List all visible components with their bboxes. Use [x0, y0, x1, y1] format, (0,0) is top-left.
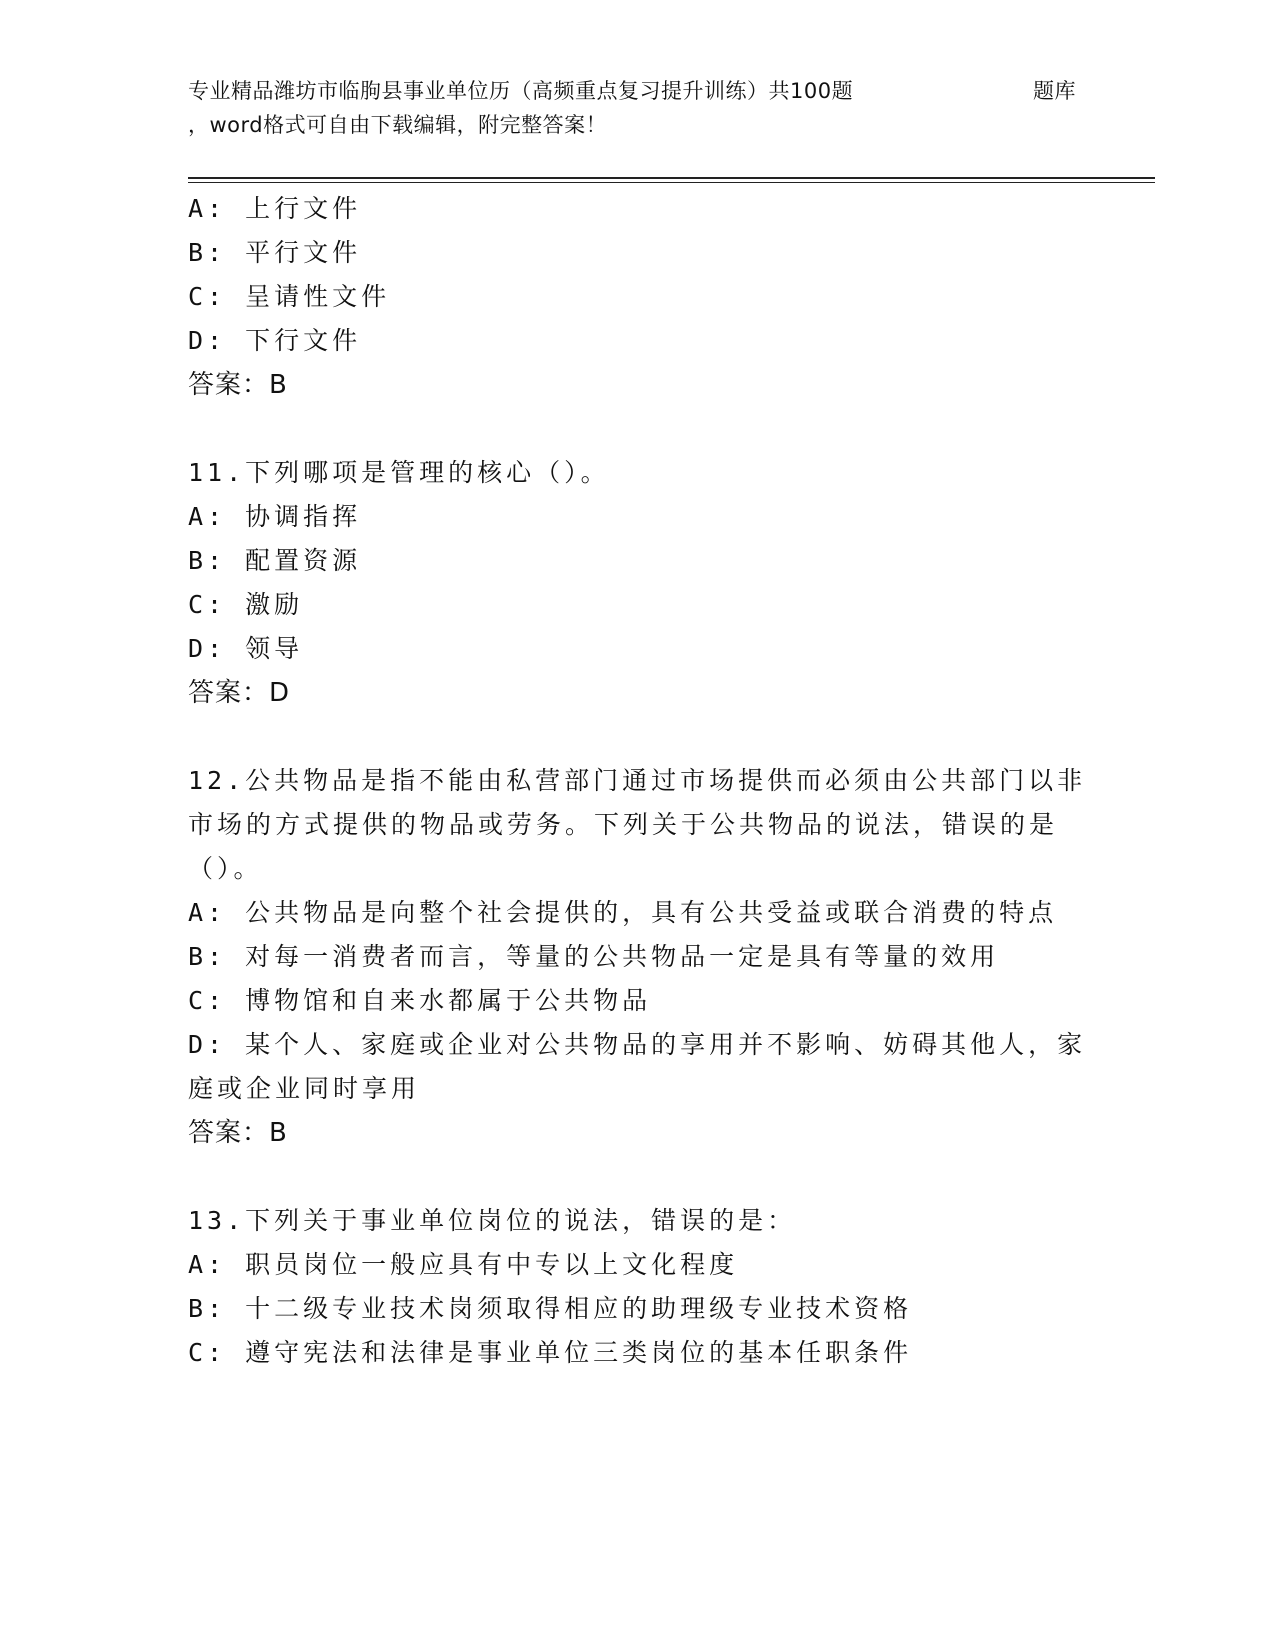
q12-option-c: C: 博物馆和自来水都属于公共物品 — [188, 986, 652, 1015]
q12-option-a: A: 公共物品是向整个社会提供的，具有公共受益或联合消费的特点 — [188, 898, 1058, 927]
q12-stem-line-1: 12.公共物品是指不能由私营部门通过市场提供而必须由公共部门以非 — [188, 766, 1087, 795]
q13-option-b: B: 十二级专业技术岗须取得相应的助理级专业技术资格 — [188, 1294, 913, 1323]
q12-option-d-line-1: D: 某个人、家庭或企业对公共物品的享用并不影响、妨碍其他人，家 — [188, 1030, 1087, 1059]
q10-answer: 答案：B — [188, 370, 288, 400]
q11-answer: 答案：D — [188, 678, 291, 708]
q11-option-b: B: 配置资源 — [188, 546, 362, 575]
q13-option-c: C: 遵守宪法和法律是事业单位三类岗位的基本任职条件 — [188, 1338, 913, 1367]
q13-option-a: A: 职员岗位一般应具有中专以上文化程度 — [188, 1250, 739, 1279]
q11-stem: 11.下列哪项是管理的核心（）。 — [188, 458, 610, 487]
q10-option-d: D: 下行文件 — [188, 326, 362, 355]
header-title: 专业精品潍坊市临朐县事业单位历（高频重点复习提升训练）共100题 — [188, 79, 854, 103]
q11-option-a: A: 协调指挥 — [188, 502, 362, 531]
q10-option-b: B: 平行文件 — [188, 238, 362, 267]
q12-option-d-line-2: 庭或企业同时享用 — [188, 1074, 421, 1103]
header-divider-thin — [188, 182, 1155, 183]
q12-stem-line-3: （）。 — [188, 854, 263, 883]
header-divider-thick — [188, 177, 1155, 179]
q10-option-a: A: 上行文件 — [188, 194, 362, 223]
q11-option-d: D: 领导 — [188, 634, 304, 663]
header-tag: 题库 — [1033, 79, 1076, 103]
page-header — [188, 74, 1148, 142]
header-line-1 — [188, 74, 1148, 108]
q12-stem-line-2: 市场的方式提供的物品或劳务。下列关于公共物品的说法，错误的是 — [188, 810, 1059, 839]
q10-option-c: C: 呈请性文件 — [188, 282, 391, 311]
q13-stem: 13.下列关于事业单位岗位的说法，错误的是： — [188, 1206, 797, 1235]
header-line-2: ，word格式可自由下载编辑，附完整答案！ — [188, 113, 608, 137]
q12-option-b: B: 对每一消费者而言，等量的公共物品一定是具有等量的效用 — [188, 942, 1000, 971]
q11-option-c: C: 激励 — [188, 590, 304, 619]
q12-answer: 答案：B — [188, 1118, 288, 1148]
